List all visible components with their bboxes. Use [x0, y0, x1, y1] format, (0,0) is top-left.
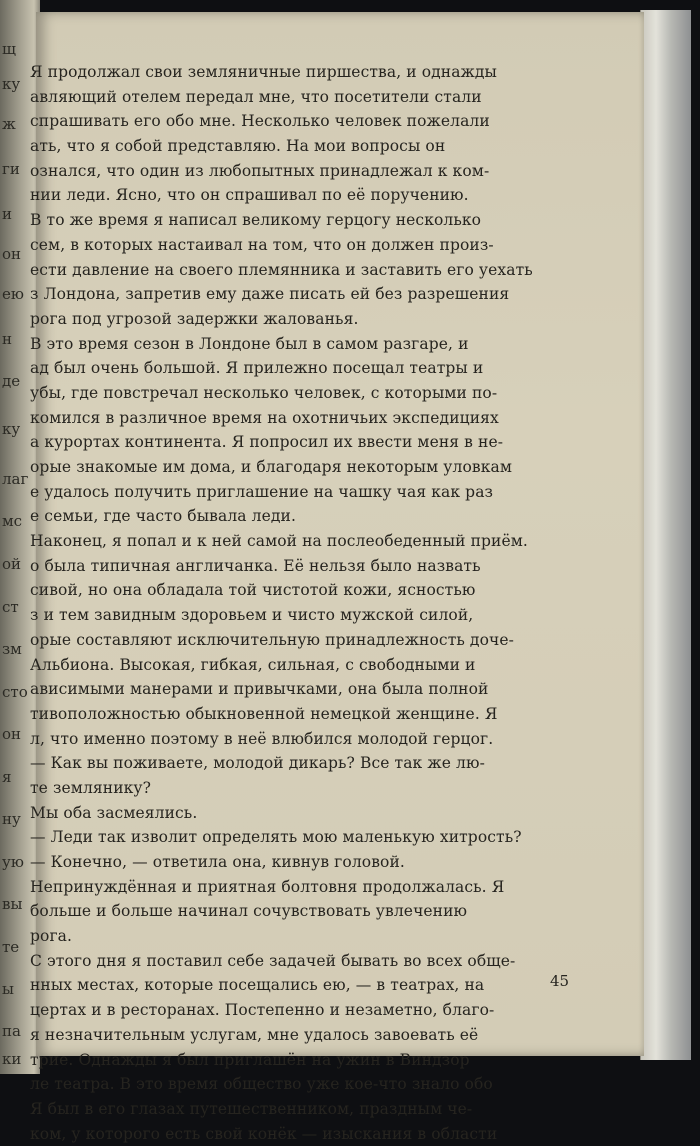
book-page — [30, 12, 644, 1143]
text-line: больше и больше начинал сочувствовать увлечению — [30, 902, 468, 921]
text-line: тивоположностью обыкновенной немецкой женщине. Я — [30, 704, 498, 723]
text-line: нии леди. Ясно, что он спрашивал по её поручению. — [30, 186, 469, 205]
facing-page-fragment: ею — [2, 285, 24, 303]
facing-page-fragment: он — [2, 245, 22, 263]
text-line: убы, где повстречал несколько человек, с которыми по- — [30, 383, 498, 402]
text-line: нных местах, которые посещались ею, — в театрах, на — [30, 976, 485, 995]
facing-page-fragment: я — [2, 768, 12, 786]
facing-page-fragment: ги — [2, 160, 20, 178]
facing-page-fragment: зм — [2, 640, 22, 658]
facing-page-fragment: ст — [2, 598, 19, 616]
text-line: ависимыми манерами и привычками, она была полной — [30, 680, 489, 699]
text-line: о была типичная англичанка. Её нельзя было назвать — [30, 556, 481, 575]
text-line: спрашивать его обо мне. Несколько человек пожелали — [30, 112, 490, 131]
facing-page-fragment: ой — [2, 555, 22, 573]
text-line: ать, что я собой представляю. На мои вопросы он — [30, 137, 446, 156]
text-line: Непринуждённая и приятная болтовня продолжалась. Я — [30, 877, 505, 896]
facing-page-fragment: ку — [2, 75, 21, 93]
text-line: ести давление на своего племянника и заставить его уехать — [30, 260, 533, 279]
facing-page-fragment: он — [2, 725, 22, 743]
text-line: з Лондона, запретив ему даже писать ей без разрешения — [30, 285, 510, 304]
facing-page-fragment: лаг — [2, 470, 29, 488]
facing-page-fragment: па — [2, 1022, 21, 1040]
text-line: з и тем завидным здоровьем и чисто мужской силой, — [30, 606, 474, 625]
text-line: ад был очень большой. Я прилежно посещал театры и — [30, 359, 484, 378]
text-line: Я был в его глазах путешественником, праздным че- — [30, 1099, 473, 1118]
text-line: я незначительным услугам, мне удалось завоевать её — [30, 1025, 479, 1044]
text-line: сивой, но она обладала той чистотой кожи, ясностью — [30, 581, 476, 600]
page-body-text — [30, 60, 608, 1146]
facing-page-fragment: ую — [2, 853, 24, 871]
facing-page-fragment: и — [2, 205, 12, 223]
facing-page-fragment: н — [2, 330, 12, 348]
text-line: рога под угрозой задержки жалованья. — [30, 309, 359, 328]
page-number: 45 — [550, 972, 570, 990]
facing-page-fragment: мс — [2, 512, 23, 530]
text-line: е семьи, где часто бывала леди. — [30, 507, 296, 526]
text-line: сем, в которых настаивал на том, что он должен произ- — [30, 235, 494, 254]
text-line: е удалось получить приглашение на чашку чая как раз — [30, 482, 494, 501]
facing-page-fragment: ну — [2, 810, 21, 828]
text-line: С этого дня я поставил себе задачей бывать во всех обще- — [30, 951, 516, 970]
facing-page-fragment: щ — [2, 40, 16, 58]
text-line: — Леди так изволит определять мою маленькую хитрость? — [30, 828, 522, 847]
facing-page-fragment: вы — [2, 895, 23, 913]
text-line: Наконец, я попал и к ней самой на послеобеденный приём. — [30, 532, 528, 551]
text-line: Альбиона. Высокая, гибкая, сильная, с свободными и — [30, 655, 476, 674]
text-line: ле театра. В это время общество уже кое-что знало обо — [30, 1075, 493, 1094]
text-line: авляющий отелем передал мне, что посетители стали — [30, 87, 482, 106]
facing-page-fragment: ы — [2, 980, 14, 998]
text-line: — Конечно, — ответила она, кивнув головой. — [30, 853, 405, 871]
text-line: рога. — [30, 927, 73, 946]
text-line: ком, у которого есть свой конёк — изыскания в области — [30, 1124, 498, 1143]
text-line: цертах и в ресторанах. Постепенно и незаметно, благо- — [30, 1001, 495, 1020]
text-line: орые составляют исключительную принадлежность доче- — [30, 630, 514, 649]
text-line: Мы оба засмеялись. — [30, 803, 198, 822]
text-line: те землянику? — [30, 778, 152, 797]
text-line: орые знакомые им дома, и благодаря некоторым уловкам — [30, 458, 512, 476]
facing-page-fragment: ж — [2, 115, 16, 133]
text-line: В то же время я написал великому герцогу несколько — [30, 211, 482, 230]
page-stack-edge — [640, 10, 691, 1060]
facing-page-fragment: ку — [2, 420, 21, 438]
text-line: трие. Однажды я был приглашён на ужин в Виндзор — [30, 1050, 470, 1069]
facing-page-fragment: те — [2, 938, 20, 956]
text-line: комился в различное время на охотничьих экспедициях — [30, 408, 499, 427]
facing-page-fragment: ки — [2, 1050, 22, 1068]
facing-page-fragment: сто — [2, 683, 28, 701]
text-line: В это время сезон в Лондоне был в самом разгаре, и — [30, 334, 469, 353]
facing-page-fragment: де — [2, 372, 21, 390]
text-line: ознался, что один из любопытных принадлежал к ком- — [30, 161, 490, 180]
text-line: л, что именно поэтому в неё влюбился молодой герцог. — [30, 729, 494, 748]
text-line: а курортах континента. Я попросил их ввести меня в не- — [30, 433, 504, 452]
text-line: Я продолжал свои земляничные пиршества, и однажды — [30, 63, 497, 81]
text-line: — Как вы поживаете, молодой дикарь? Все так же лю- — [30, 754, 485, 773]
